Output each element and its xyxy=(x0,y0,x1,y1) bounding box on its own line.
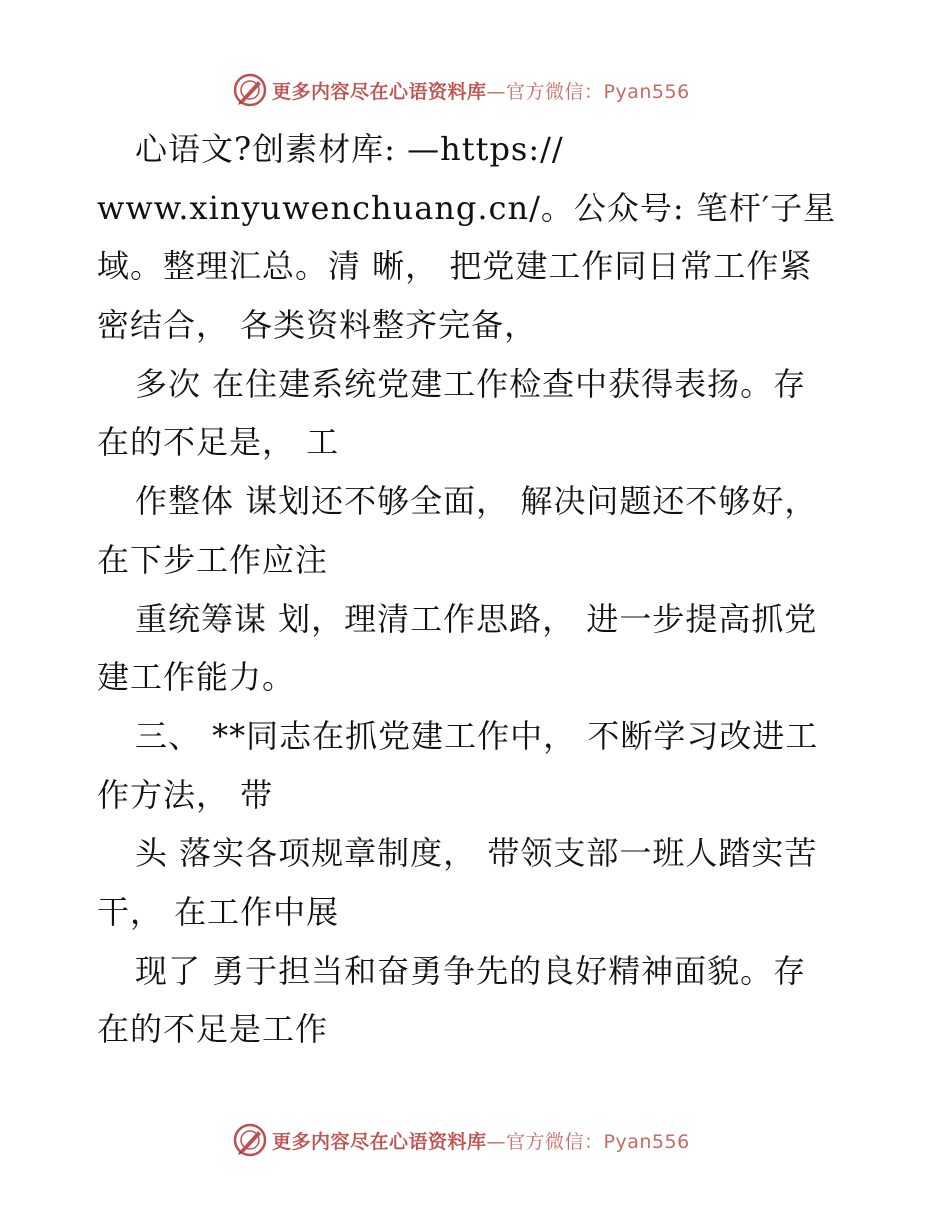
body-line-15: 现了 勇于担当和奋勇争先的良好精神面貌。存 xyxy=(135,951,807,990)
body-line-8: 在下步工作应注 xyxy=(97,540,329,579)
watermark-main-text: 更多内容尽在心语资料库 xyxy=(272,80,487,103)
body-line-3: 域。整理汇总。清 晰， 把党建工作同日常工作紧 xyxy=(97,247,813,286)
body-line-2: www.xinyuwenchuang.cn/。公众号: 笔杆′子星 xyxy=(97,188,837,227)
watermark-sub-text: —官方微信：Pyan556 xyxy=(486,1130,690,1153)
header-watermark xyxy=(232,70,690,110)
pen-logo-icon xyxy=(232,1122,268,1158)
body-line-9: 重统筹谋 划，理清工作思路， 进一步提高抓党 xyxy=(135,599,818,638)
body-line-4: 密结合， 各类资料整齐完备， xyxy=(97,306,538,345)
body-line-11: 三、 **同志在抓党建工作中， 不断学习改进工 xyxy=(135,716,819,755)
pen-logo-icon xyxy=(232,72,268,108)
body-line-1: 心语文?创素材库: —https:// xyxy=(135,130,564,168)
body-line-14: 干， 在工作中展 xyxy=(97,892,340,931)
body-line-12: 作方法， 带 xyxy=(97,775,274,814)
body-line-7: 作整体 谋划还不够全面， 解决问题还不够好， xyxy=(135,482,818,521)
body-line-10: 建工作能力。 xyxy=(97,658,296,697)
watermark-main-text: 更多内容尽在心语资料库 xyxy=(272,1130,487,1153)
body-line-13: 头 落实各项规章制度， 带领支部一班人踏实苦 xyxy=(135,834,818,873)
body-line-6: 在的不足是， 工 xyxy=(97,423,340,462)
footer-watermark xyxy=(232,1120,690,1160)
watermark-sub-text: —官方微信：Pyan556 xyxy=(486,80,690,103)
body-line-5: 多次 在住建系统党建工作检查中获得表扬。存 xyxy=(135,364,807,403)
document-body xyxy=(97,120,857,1059)
body-line-16: 在的不足是工作 xyxy=(97,1010,329,1049)
